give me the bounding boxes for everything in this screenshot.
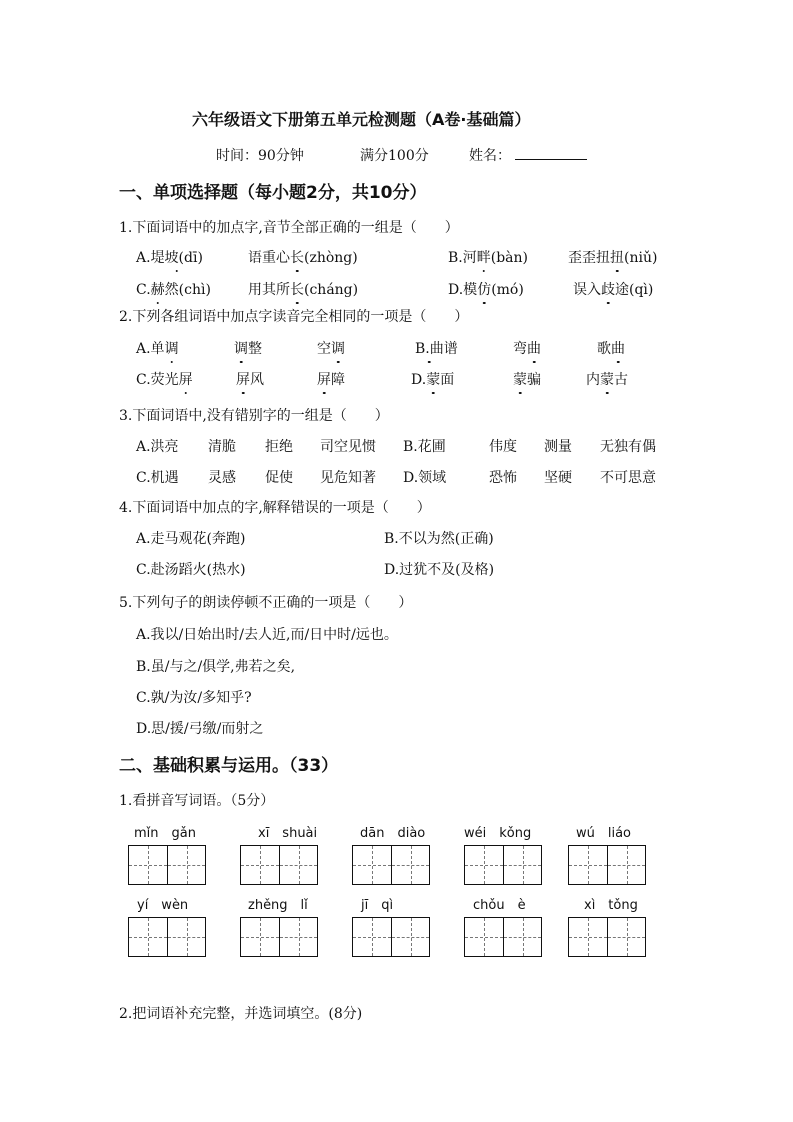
grid-cell[interactable]: [279, 846, 317, 884]
dotted-char: 长: [290, 279, 304, 299]
grid-cell[interactable]: [129, 918, 167, 956]
dotted-char: 堤坡(dī): [151, 247, 203, 267]
q3-word: 恐怖: [489, 470, 517, 486]
writing-grid[interactable]: [464, 917, 542, 957]
q3-word: 见危知著: [320, 470, 376, 486]
q3-word: 促使: [265, 470, 293, 486]
q1-option-d2: 误入歧途(qì): [573, 279, 653, 299]
q2-option-b3: 歌曲: [597, 338, 625, 358]
grid-cell[interactable]: [241, 846, 279, 884]
dotted-char: 曲: [527, 338, 541, 358]
grid-cell[interactable]: [167, 918, 205, 956]
pinyin-label: wú liáo: [576, 826, 632, 841]
grid-cell[interactable]: [241, 918, 279, 956]
q2-option-c3: 屏障: [317, 369, 345, 389]
dotted-char: 屏: [236, 369, 250, 389]
grid-cell[interactable]: [391, 846, 429, 884]
q3-word: 司空见惯: [320, 439, 376, 455]
dotted-char: 仿: [477, 279, 491, 299]
time-info: 时间：90分钟: [216, 148, 304, 164]
grid-cell[interactable]: [353, 846, 391, 884]
grid-cell[interactable]: [569, 846, 607, 884]
q3-word: 灵感: [208, 470, 236, 486]
q1-stem: 1.下面词语中的加点字,音节全部正确的一组是（ ）: [119, 220, 459, 236]
q4-option-c: C.赴汤蹈火(热水): [136, 562, 246, 578]
q2-option-a1: A.单调: [136, 338, 179, 358]
q1-option-c1: C.赫然(chì): [136, 279, 211, 299]
q1-option-b1: B.河畔(bàn): [448, 247, 528, 267]
grid-cell[interactable]: [465, 846, 503, 884]
dotted-char: 曲: [611, 338, 625, 358]
s2-q1-stem: 1.看拼音写词语。（5分）: [119, 793, 275, 809]
q3-stem: 3.下面词语中,没有错别字的一组是（ ）: [119, 408, 389, 424]
s2-q2-stem: 2.把词语补充完整，并选词填空。(8分): [119, 1006, 363, 1022]
q5-option-a: A.我以/日始出时/去人近,而/日中时/远也。: [136, 627, 398, 643]
q5-option-b: B.虽/与之/俱学,弗若之矣,: [136, 659, 296, 675]
writing-grid[interactable]: [568, 917, 646, 957]
grid-cell[interactable]: [607, 846, 645, 884]
grid-cell[interactable]: [129, 846, 167, 884]
dotted-char: 蒙: [426, 369, 440, 389]
q3-word: 坚硬: [544, 470, 572, 486]
writing-grid[interactable]: [240, 917, 318, 957]
q1-option-d1: D.模仿(mó): [448, 279, 524, 299]
writing-grid[interactable]: [128, 845, 206, 885]
q3-word: 测量: [544, 439, 572, 455]
pinyin-label: mǐn gǎn: [134, 826, 196, 841]
dotted-char: B.曲: [415, 338, 444, 358]
pinyin-label: jī qì: [361, 898, 394, 913]
q3-word: C.机遇: [136, 470, 179, 486]
q2-option-b1: B.曲谱: [415, 338, 458, 358]
section1-heading: 一、单项选择题（每小题2分，共10分）: [119, 183, 427, 203]
writing-grid[interactable]: [128, 917, 206, 957]
q1-option-a1: A.堤坡(dī): [136, 247, 203, 267]
name-label: 姓名：: [469, 148, 511, 164]
dotted-char: 畔: [477, 247, 491, 267]
q1-option-c2: 用其所长(cháng): [248, 279, 358, 299]
pinyin-label: chǒu è: [473, 898, 526, 913]
q5-stem: 5.下列句子的朗读停顿不正确的一项是（ ）: [119, 595, 413, 611]
q3-word: 伟度: [489, 439, 517, 455]
q2-option-d3: 内蒙古: [586, 369, 628, 389]
score-info: 满分100分: [360, 148, 429, 164]
dotted-char: 屏: [179, 369, 193, 389]
dotted-char: 歧: [601, 279, 615, 299]
q3-word: D.领域: [403, 470, 447, 486]
pinyin-label: xī shuài: [258, 826, 318, 841]
pinyin-label: dān diào: [360, 826, 426, 841]
name-blank[interactable]: [515, 145, 587, 160]
q2-option-c2: 屏风: [236, 369, 264, 389]
writing-grid[interactable]: [352, 917, 430, 957]
name-field[interactable]: [469, 145, 587, 165]
pinyin-label: wéi kǒng: [464, 826, 532, 841]
q1-option-a2: 语重心长(zhòng): [248, 247, 358, 267]
grid-cell[interactable]: [503, 846, 541, 884]
page-title: 六年级语文下册第五单元检测题（A卷·基础篇）: [192, 110, 531, 129]
dotted-char: 长: [290, 247, 304, 267]
grid-cell[interactable]: [465, 918, 503, 956]
q4-stem: 4.下面词语中加点的字,解释错误的一项是（ ）: [119, 500, 431, 516]
q2-option-c1: C.荧光屏: [136, 369, 193, 389]
q5-option-d: D.思/援/弓缴/而射之: [136, 721, 264, 737]
q3-word: 不可思意: [600, 470, 656, 486]
q2-option-d2: 蒙骗: [513, 369, 541, 389]
q3-word: A.洪亮: [136, 439, 179, 455]
q2-option-d1: D.蒙面: [411, 369, 454, 389]
q5-option-c: C.孰/为汝/多知乎?: [136, 690, 252, 706]
q3-word: 拒绝: [265, 439, 293, 455]
q4-option-a: A.走马观花(奔跑): [136, 531, 246, 547]
writing-grid[interactable]: [568, 845, 646, 885]
dotted-char: 调: [165, 338, 179, 358]
q4-option-b: B.不以为然(正确): [384, 531, 494, 547]
dotted-char: 屏: [317, 369, 331, 389]
q2-option-a2: 调整: [234, 338, 262, 358]
q1-option-b2: 歪歪扭扭(niǔ): [568, 247, 657, 267]
q3-word: B.花圃: [403, 439, 446, 455]
grid-cell[interactable]: [279, 918, 317, 956]
grid-cell[interactable]: [353, 918, 391, 956]
dotted-char: 蒙: [600, 369, 614, 389]
writing-grid[interactable]: [240, 845, 318, 885]
grid-cell[interactable]: [569, 918, 607, 956]
q3-word: 清脆: [208, 439, 236, 455]
grid-cell[interactable]: [503, 918, 541, 956]
pinyin-label: zhěng lǐ: [248, 898, 308, 913]
section2-heading: 二、基础积累与运用。（33）: [119, 756, 339, 776]
q2-option-b2: 弯曲: [513, 338, 541, 358]
q3-word: 无独有偶: [600, 439, 656, 455]
dotted-char: 调: [234, 338, 248, 358]
dotted-char: 蒙: [513, 369, 527, 389]
pinyin-label: yí wèn: [137, 898, 189, 913]
q2-stem: 2.下列各组词语中加点字读音完全相同的一项是（ ）: [119, 309, 469, 325]
dotted-char: 调: [331, 338, 345, 358]
grid-cell[interactable]: [607, 918, 645, 956]
q4-option-d: D.过犹不及(及格): [384, 562, 495, 578]
dotted-char: 扭: [610, 247, 624, 267]
writing-grid[interactable]: [464, 845, 542, 885]
writing-grid[interactable]: [352, 845, 430, 885]
grid-cell[interactable]: [167, 846, 205, 884]
q2-option-a3: 空调: [317, 338, 345, 358]
dotted-char: 赫: [151, 279, 165, 299]
grid-cell[interactable]: [391, 918, 429, 956]
pinyin-label: xì tǒng: [584, 898, 638, 913]
